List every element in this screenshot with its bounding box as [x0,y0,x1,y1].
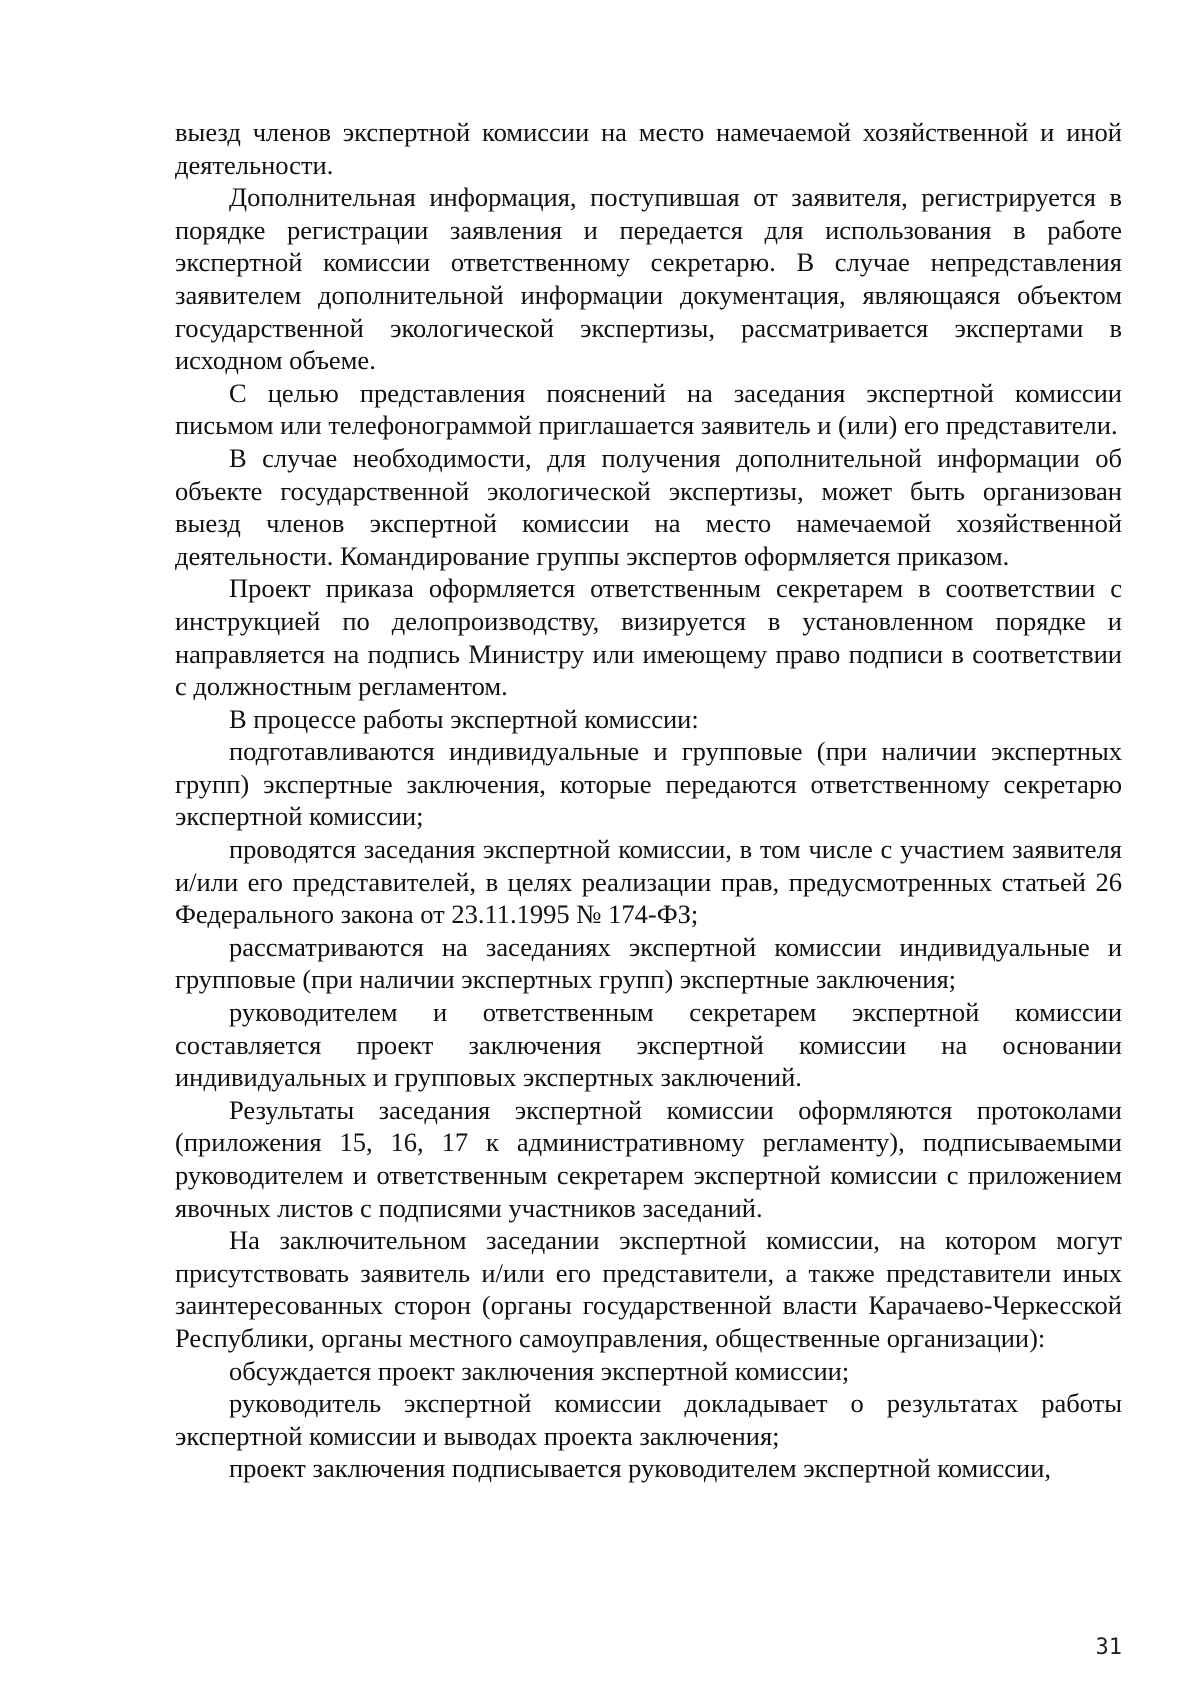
paragraph: проект заключения подписывается руководителем экспертной комиссии, [229,1453,1052,1484]
paragraph: На заключительном заседании экспертной комиссии, на котором могут присутствовать заявитель и/или его представители, а также представители иных заинтересованных сторон (органы государственной власти Карачаево-Черкесской Республики, органы местного самоуправления, общественные организации): [175,1225,1122,1353]
paragraph: рассматриваются на заседаниях экспертной комиссии индивидуальные и групповые (при наличии экспертных групп) экспертные заключения; [175,931,1122,995]
paragraph: В случае необходимости, для получения дополнительной информации об объекте государственной экологической экспертизы, может быть организован выезд членов экспертной комиссии на место намечаемой хозяйственной деятельности. Командирование группы экспертов оформляется приказом. [175,442,1122,571]
paragraph: выезд членов экспертной комиссии на место намечаемой хозяйственной и иной деятельности. [175,117,1122,180]
paragraph: руководителем и ответственным секретарем экспертной комиссии составляется проект заключения экспертной комиссии на основании индивидуальных и групповых экспертных заключений. [175,997,1122,1093]
paragraph: С целью представления пояснений на заседания экспертной комиссии письмом или телефонограммой приглашается заявитель и (или) его представители. [175,377,1122,441]
paragraph: обсуждается проект заключения экспертной комиссии; [229,1355,850,1386]
page-number: 31 [1095,1635,1122,1660]
paragraph: Проект приказа оформляется ответственным секретарем в соответствии с инструкцией по делопроизводству, визируется в установленном порядке и направляется на подпись Министру или имеющему право подписи в соответствии с должностным регламентом. [175,573,1122,702]
document-body [175,116,1122,1485]
paragraph: Дополнительная информация, поступившая от заявителя, регистрируется в порядке регистрации заявления и передается для использования в работе экспертной комиссии ответственному секретарю. В случае непредставления заявителем дополнительной информации документация, являющаяся объектом государственной экологической экспертизы, рассматривается экспертами в исходном объеме. [175,182,1122,376]
paragraph: руководитель экспертной комиссии докладывает о результатах работы экспертной комиссии и выводах проекта заключения; [175,1388,1122,1451]
paragraph: В процессе работы экспертной комиссии: [229,703,699,734]
paragraph: проводятся заседания экспертной комиссии, в том числе с участием заявителя и/или его представителей, в целях реализации прав, предусмотренных статьей 26 Федерального закона от 23.11.1995 № 174-ФЗ; [175,834,1122,930]
paragraph: Результаты заседания экспертной комиссии оформляются протоколами (приложения 15, 16, 17 к административному регламенту), подписываемыми руководителем и ответственным секретарем экспертной комиссии с приложением явочных листов с подписями участников заседаний. [175,1094,1122,1223]
paragraph: подготавливаются индивидуальные и групповые (при наличии экспертных групп) экспертные заключения, которые передаются ответственному секретарю экспертной комиссии; [175,736,1122,832]
